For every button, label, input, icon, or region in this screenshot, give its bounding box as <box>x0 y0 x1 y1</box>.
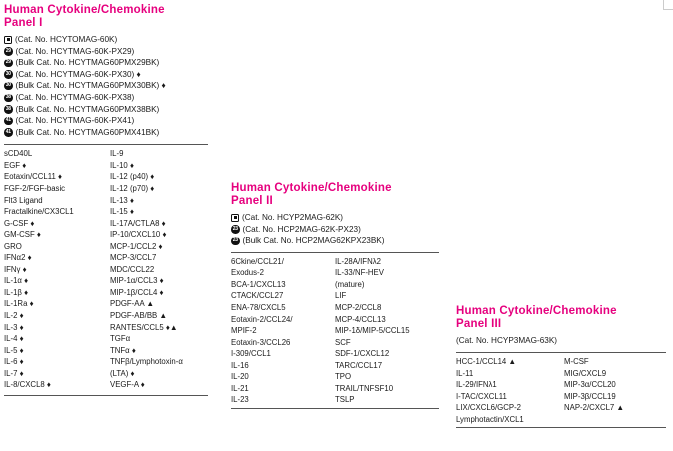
analyte-item: MCP-2/CCL8 <box>335 302 382 312</box>
catalog-number-text: (Cat. No. HCYP2MAG-62K) <box>242 213 344 222</box>
catalog-number-text: (Cat. No. HCYTMAG-60K-PX41) <box>15 116 135 126</box>
analyte-item: MCP-4/CCL13 <box>335 314 386 324</box>
analyte-item: IFNγ ♦ <box>4 264 27 274</box>
analyte-item: HCC-1/CCL14 ▲ <box>456 357 517 366</box>
plex-number-circle-icon: 38 <box>4 94 13 103</box>
panel-3-catalog: (Cat. No. HCYP3MAG-63K) <box>456 336 558 345</box>
plex-number-circle-icon: 30 <box>4 70 13 79</box>
panel-1-catalog-list <box>4 34 208 138</box>
analyte-item: IL-12 (p70) ♦ <box>110 183 155 193</box>
analyte-item: IL-8/CXCL8 ♦ <box>4 380 51 390</box>
analyte-item: sCD40L <box>4 149 33 159</box>
analyte-item: TGFα <box>110 334 131 344</box>
panel-1-divider <box>4 144 208 145</box>
analyte-item: IL-1α ♦ <box>4 276 29 286</box>
analyte-item: MDC/CCL22 <box>110 264 155 274</box>
catalog-entry <box>4 115 208 127</box>
analyte-item: IL-3 ♦ <box>4 322 24 332</box>
analyte-item: MIP-3α/CCL20 <box>564 380 616 390</box>
analyte-item: IP-10/CXCL10 ♦ <box>110 230 167 240</box>
analyte-item: Flt3 Ligand <box>4 195 43 205</box>
analyte-item: IL-9 <box>110 149 124 159</box>
panel-3-analyte-table <box>456 356 666 425</box>
analyte-item: SDF-1/CXCL12 <box>335 349 390 359</box>
catalog-number-text: (Cat. No. HCP2MAG-62K-PX23) <box>242 224 361 234</box>
single-plex-square-icon <box>231 214 239 222</box>
analyte-item: IL-6 ♦ <box>4 357 24 367</box>
panel-3-title-line1: Human Cytokine/Chemokine <box>456 305 617 317</box>
analyte-item: MIP-1δ/MIP-5/CCL15 <box>335 326 410 336</box>
analyte-item: MIP-1β/CCL4 ♦ <box>110 287 164 297</box>
catalog-number-text: (Bulk Cat. No. HCP2MAG62KPX23BK) <box>242 236 385 246</box>
analyte-item: IL-1β ♦ <box>4 287 29 297</box>
catalog-number-text: (Cat. No. HCYTOMAG-60K) <box>15 35 118 44</box>
catalog-entry <box>4 127 208 139</box>
panel-3-analyte-col-2 <box>564 356 664 425</box>
analyte-item: MIP-3β/CCL19 <box>564 391 616 401</box>
analyte-item: IL-15 ♦ <box>110 207 134 217</box>
analyte-item: TNFα ♦ <box>110 345 136 355</box>
analyte-item: RANTES/CCL5 ♦▲ <box>110 322 178 332</box>
plex-number-circle-icon: 38 <box>4 105 13 114</box>
analyte-item: MIP-1α/CCL3 ♦ <box>110 276 164 286</box>
panel-1-analyte-table <box>4 148 208 390</box>
panel-2-divider <box>231 252 439 253</box>
analyte-item: IL-33/NF-HEV (mature) <box>335 268 384 289</box>
analyte-item: PDGF-AB/BB ▲ <box>110 311 168 320</box>
panel-3 <box>456 305 666 431</box>
analyte-item: I-309/CCL1 <box>231 349 271 359</box>
panel-1-title-line1: Human Cytokine/Chemokine <box>4 4 165 16</box>
panel-3-title-line2: Panel III <box>456 318 502 330</box>
panel-3-divider <box>456 352 666 353</box>
analyte-item: G-CSF ♦ <box>4 218 35 228</box>
analyte-item: IL-5 ♦ <box>4 345 24 355</box>
plex-number-circle-icon: 29 <box>4 47 13 56</box>
analyte-item: TRAIL/TNFSF10 <box>335 383 394 393</box>
analyte-item: 6Ckine/CCL21/ Exodus-2 <box>231 256 284 278</box>
panel-2-analyte-col-2 <box>335 256 439 406</box>
panel-2-title <box>231 182 439 208</box>
panel-1-analyte-col-1 <box>4 148 102 390</box>
analyte-item: GM-CSF ♦ <box>4 230 41 240</box>
analyte-item: IL-17A/CTLA8 ♦ <box>110 218 166 228</box>
analyte-item: Lymphotactin/XCL1 <box>456 414 524 424</box>
plex-number-circle-icon: 41 <box>4 117 13 126</box>
analyte-item: ENA-78/CXCL5 <box>231 302 286 312</box>
catalog-entry <box>231 212 439 224</box>
plex-number-circle-icon: 30 <box>4 82 13 91</box>
analyte-item: TARC/CCL17 <box>335 360 383 370</box>
analyte-item: IL-12 (p40) ♦ <box>110 172 155 182</box>
analyte-item: LIF <box>335 291 347 301</box>
plex-number-circle-icon: 23 <box>231 225 240 234</box>
analyte-item: VEGF-A ♦ <box>110 380 145 390</box>
catalog-number-text: (Cat. No. HCYTMAG-60K-PX38) <box>15 92 135 102</box>
analyte-item: M-CSF <box>564 357 589 366</box>
catalog-entry <box>231 224 439 236</box>
panel-2-analyte-col-1 <box>231 256 327 406</box>
analyte-item: SCF <box>335 337 351 347</box>
catalog-number-text: (Cat. No. HCYTMAG-60K-PX30) ♦ <box>15 69 141 79</box>
page-corner-mark <box>663 0 673 10</box>
analyte-item: IL-1Ra ♦ <box>4 299 34 309</box>
analyte-item: MCP-3/CCL7 <box>110 253 157 263</box>
analyte-item: GRO <box>4 241 22 251</box>
catalog-entry <box>4 57 208 69</box>
analyte-item: EGF ♦ <box>4 160 27 170</box>
analyte-item: BCA-1/CXCL13 <box>231 279 286 289</box>
catalog-entry <box>4 69 208 81</box>
panel-2-analyte-table <box>231 256 439 406</box>
catalog-number-text: (Bulk Cat. No. HCYTMAG60PMX41BK) <box>15 127 160 137</box>
panel-1 <box>4 4 208 399</box>
catalog-number-text: (Bulk Cat. No. HCYTMAG60PMX30BK) ♦ <box>15 81 166 91</box>
analyte-item: Eotaxin-2/CCL24/ MPIF-2 <box>231 314 293 336</box>
catalog-entry <box>231 235 439 247</box>
panel-2 <box>231 182 439 412</box>
plex-number-circle-icon: 29 <box>4 59 13 68</box>
panel-1-title <box>4 4 208 30</box>
panel-3-bottom-rule <box>456 427 666 428</box>
panel-2-title-line1: Human Cytokine/Chemokine <box>231 182 392 194</box>
catalog-entry <box>4 46 208 58</box>
analyte-item: LIX/CXCL6/GCP-2 <box>456 403 521 413</box>
analyte-item: IL-29/IFNλ1 <box>456 380 497 390</box>
analyte-item: FGF-2/FGF-basic <box>4 183 66 193</box>
analyte-item: IL-28A/IFNλ2 <box>335 256 381 266</box>
analyte-item: Eotaxin/CCL11 ♦ <box>4 172 63 182</box>
catalog-entry <box>4 92 208 104</box>
catalog-entry <box>4 104 208 116</box>
panel-1-bottom-rule <box>4 395 208 396</box>
analyte-item: IL-20 <box>231 372 249 382</box>
analyte-item: IL-7 ♦ <box>4 368 24 378</box>
analyte-item: MCP-1/CCL2 ♦ <box>110 241 163 251</box>
analyte-item: IL-11 <box>456 368 474 378</box>
analyte-item: I-TAC/CXCL11 <box>456 391 507 401</box>
analyte-item: IL-23 <box>231 395 249 405</box>
analyte-item: Fractalkine/CX3CL1 <box>4 207 74 217</box>
analyte-item: IL-16 <box>231 360 249 370</box>
analyte-item: IFNα2 ♦ <box>4 253 32 263</box>
analyte-item: Eotaxin-3/CCL26 <box>231 337 291 347</box>
catalog-number-text: (Cat. No. HCYTMAG-60K-PX29) <box>15 46 135 56</box>
analyte-item: MIG/CXCL9 <box>564 368 607 378</box>
catalog-entry <box>4 34 208 46</box>
analyte-item: IL-10 ♦ <box>110 160 134 170</box>
plex-number-circle-icon: 23 <box>231 237 240 246</box>
analyte-item: PDGF-AA ▲ <box>110 299 155 309</box>
analyte-item: NAP-2/CXCL7 ▲ <box>564 403 625 413</box>
panel-1-analyte-col-2 <box>110 148 208 390</box>
catalog-entry <box>4 80 208 92</box>
analyte-item: TSLP <box>335 395 355 405</box>
analyte-item: TNFβ/Lymphotoxin-α (LTA) ♦ <box>110 357 183 378</box>
panel-2-catalog-list <box>231 212 439 247</box>
catalog-number-text: (Bulk Cat. No. HCYTMAG60PMX38BK) <box>15 104 160 114</box>
panel-2-title-line2: Panel II <box>231 195 273 207</box>
single-plex-square-icon <box>4 36 12 44</box>
catalog-number-text: (Bulk Cat. No. HCYTMAG60PMX29BK) <box>15 58 160 68</box>
analyte-item: IL-13 ♦ <box>110 195 134 205</box>
panel-3-title <box>456 305 666 331</box>
analyte-item: IL-21 <box>231 383 249 393</box>
analyte-item: TPO <box>335 372 352 382</box>
analyte-item: IL-4 ♦ <box>4 334 24 344</box>
plex-number-circle-icon: 41 <box>4 128 13 137</box>
panel-1-title-line2: Panel I <box>4 17 43 29</box>
panel-2-bottom-rule <box>231 408 439 409</box>
panel-3-analyte-col-1 <box>456 356 556 425</box>
analyte-item: IL-2 ♦ <box>4 311 24 320</box>
analyte-item: CTACK/CCL27 <box>231 291 284 301</box>
